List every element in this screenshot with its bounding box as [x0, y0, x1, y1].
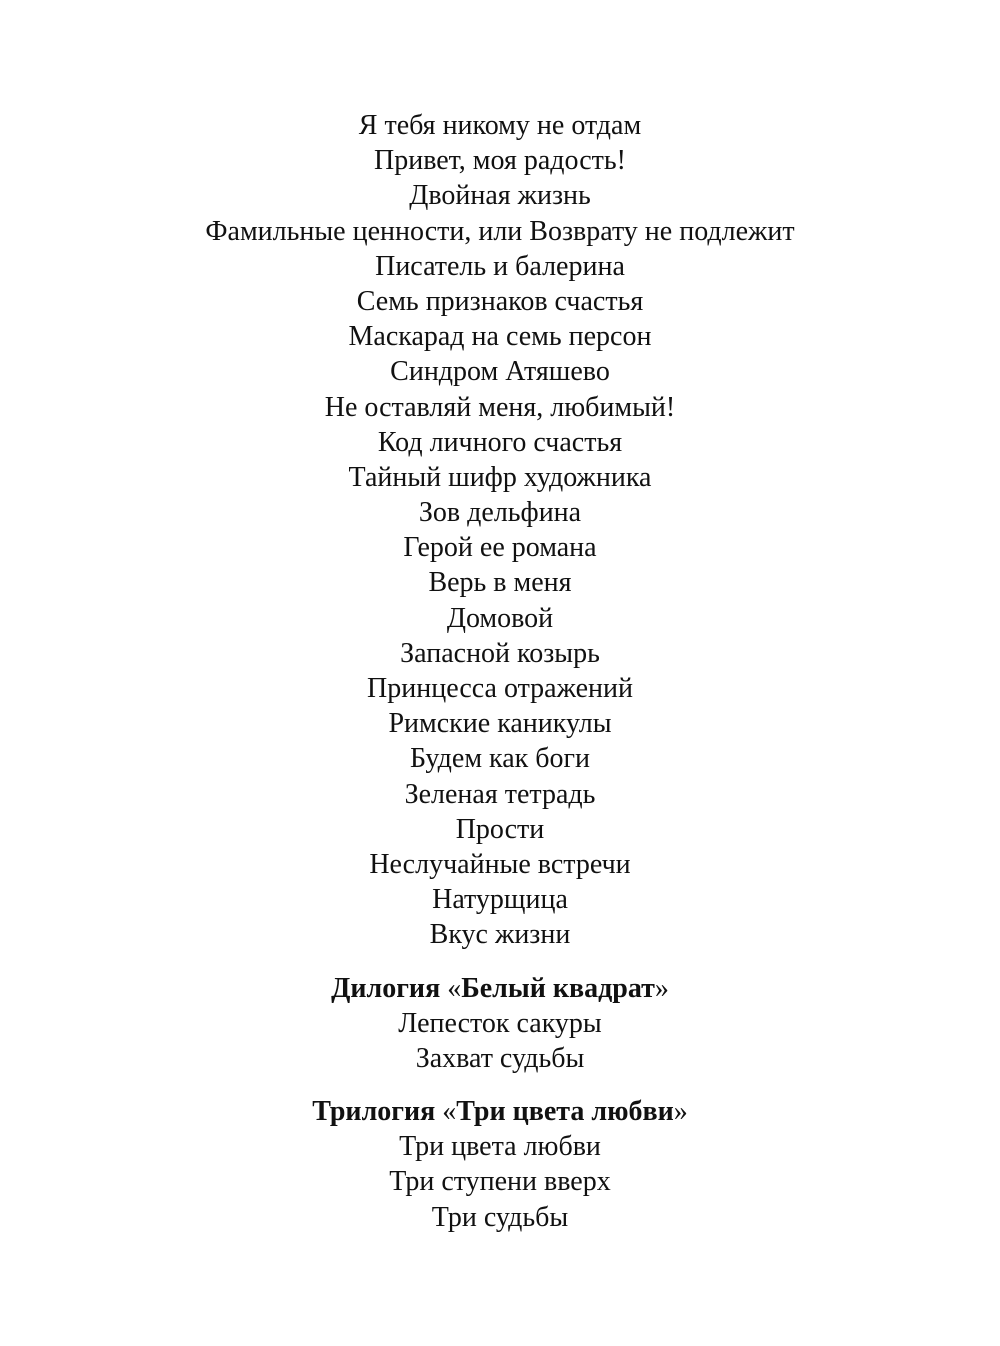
book-title: Будем как боги: [410, 743, 590, 775]
book-title: Натурщица: [432, 884, 568, 916]
book-title: Не оставляй меня, любимый!: [324, 391, 676, 423]
trilogy-open-quote: «: [442, 1096, 457, 1128]
book-title: Двойная жизнь: [409, 180, 591, 212]
book-title: Код личного счастья: [377, 426, 623, 458]
book-title: Неслучайные встречи: [369, 848, 631, 880]
book-title: Семь признаков счастья: [356, 285, 644, 317]
book-title: Захват судьбы: [415, 1042, 585, 1074]
book-title: Зеленая тетрадь: [404, 778, 596, 810]
book-title: Римские каникулы: [388, 708, 612, 740]
book-title: Прости: [455, 813, 545, 845]
trilogy-prefix: Трилогия: [312, 1096, 443, 1128]
book-title: Герой ее романа: [403, 532, 597, 564]
book-title: Домовой: [446, 602, 554, 634]
book-title: Лепесток сакуры: [398, 1007, 602, 1039]
book-title: Я тебя никому не отдам: [358, 110, 642, 141]
dilogy-name: Белый квадрат: [461, 972, 655, 1004]
book-title: Принцесса отражений: [367, 673, 633, 704]
book-title: Фамильные ценности, или Возврату не подлежит: [205, 215, 795, 247]
book-title: Зов дельфина: [418, 497, 582, 529]
book-title: Привет, моя радость!: [373, 145, 626, 177]
trilogy-section: [0, 1094, 1000, 1235]
book-list-page: [0, 108, 1000, 1235]
book-title: Три судьбы: [431, 1201, 569, 1233]
trilogy-heading: [0, 1094, 1000, 1129]
book-title: Три цвета любви: [399, 1131, 601, 1163]
book-title: Тайный шифр художника: [348, 461, 652, 493]
dilogy-close-quote: »: [654, 972, 669, 1004]
books-list: [0, 108, 1000, 953]
book-title: Запасной козырь: [400, 637, 600, 669]
dilogy-section: [0, 971, 1000, 1077]
book-title: Верь в меня: [428, 567, 572, 599]
book-title: Писатель и балерина: [375, 250, 625, 282]
dilogy-prefix: Дилогия: [331, 972, 448, 1004]
trilogy-name: Три цвета любви: [456, 1096, 674, 1128]
dilogy-heading: [0, 971, 1000, 1006]
trilogy-close-quote: »: [673, 1096, 688, 1128]
book-title: Три ступени вверх: [389, 1166, 611, 1198]
dilogy-open-quote: «: [447, 972, 462, 1004]
book-title: Вкус жизни: [429, 919, 571, 951]
book-title: Маскарад на семь персон: [348, 321, 652, 353]
book-title: Синдром Атяшево: [390, 356, 610, 388]
